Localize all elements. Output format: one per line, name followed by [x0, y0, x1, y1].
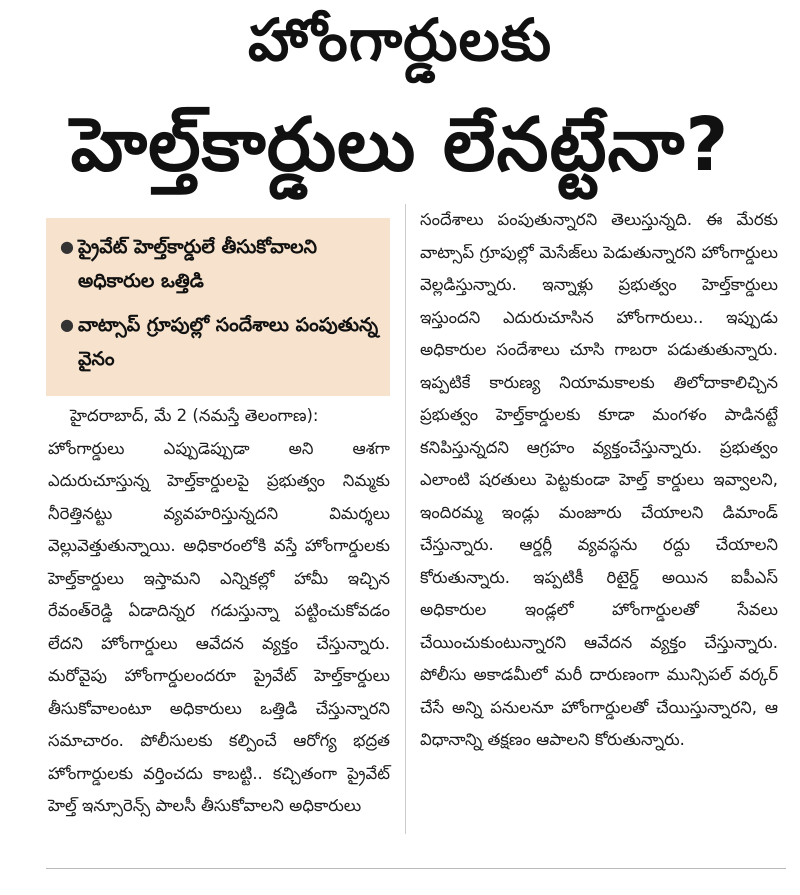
bullet-icon: ●: [60, 237, 74, 256]
article-body-left: హోంగార్డులు ఎప్పుడెప్పుడా అని ఆశగా ఎదురుచూస్తున్న హెల్త్‌కార్డులపై ప్రభుత్వం నిమ్మకు నీరెత్తినట్టు వ్యవహరిస్తున్నదని విమర్శలు వెల్లువెత్తుతున్నాయి. అధికారంలోకి వస్తే హోంగార్డులకు హెల్త్‌కార్డులు ఇస్తామని ఎన్నికల్లో హామీ ఇచ్చిన రేవంత్‌రెడ్డి ఏడాదిన్నర గడుస్తున్నా పట్టించుకోవడం లేదని హోంగార్డులు ఆవేదన వ్యక్తం చేస్తున్నారు. మరోవైపు హోంగార్డులందరూ ప్రైవేట్ హెల్త్‌కార్డులు తీసుకోవాలంటూ అధికారులు ఒత్తిడి చేస్తున్నారని సమాచారం. పోలీసులకు కల్పించే ఆరోగ్య భద్రత హోంగార్డులకు వర్తించదు కాబట్టి.. కచ్చితంగా ప్రైవేట్ హెల్త్ ఇన్సూరెన్స్ పాలసీ తీసుకోవాలని అధికారులు: [48, 438, 390, 815]
column-divider: [405, 204, 406, 834]
article-dateline: హైదరాబాద్, మే 2 (నమస్తే తెలంగాణ):: [70, 406, 319, 425]
headline-line-1: హోంగార్డులకు: [247, 6, 553, 74]
highlight-text: ప్రైవేట్ హెల్త్‌కార్డులే తీసుకోవాలని అధికారుల ఒత్తిడి: [78, 236, 317, 292]
highlight-text: వాట్సాప్ గ్రూపుల్లో సందేశాలు పంపుతున్న వైనం: [78, 314, 379, 370]
article-body-right: సందేశాలు పంపుతున్నారని తెలుస్తున్నది. ఈ మేరకు వాట్సాప్ గ్రూపుల్లో మెసేజ్‌లు పెడుతున్నారని హోంగార్డులు వెల్లడిస్తున్నారు. ఇన్నాళ్లు ప్రభుత్వం హెల్త్‌కార్డులు ఇస్తుందని ఎదురుచూసిన హోంగారులు.. ఇప్పుడు అధికారుల సందేశాలు చూసి గాబరా పడుతుతున్నారు. ఇప్పటికే కారుణ్య నియామకాలకు తిలోదాకాలిచ్చిన ప్రభుత్వం హెల్త్‌కార్డులకు కూడా మంగళం పాడినట్టే కనిపిస్తున్నదని ఆగ్రహం వ్యక్తంచేస్తున్నారు. ప్రభుత్వం ఎలాంటి షరతులు పెట్టకుండా హెల్త్ కార్డులు ఇవ్వాలని, ఇందిరమ్మ ఇండ్లు మంజూరు చేయాలని డిమాండ్ చేస్తున్నారు. ఆర్డర్లీ వ్యవస్థను రద్దు చేయాలని కోరుతున్నారు. ఇప్పటికీ రిటైర్డ్ అయిన ఐపీఎస్ అధికారుల ఇండ్లలో హోంగార్డులతో సేవలు చేయించుకుంటున్నారని ఆవేదన వ్యక్తం చేస్తున్నారు. పోలీసు అకాడమీలో మరీ దారుణంగా మున్సిపల్ వర్కర్ చేసే అన్ని పనులనూ హోంగార్డులతో చేయిస్తున్నారని, ఆ విధానాన్ని తక్షణం ఆపాలని కోరుతున్నారు.: [420, 210, 778, 749]
highlights-box: [46, 218, 390, 396]
article-column-right: [420, 204, 778, 757]
bullet-icon: ●: [60, 315, 74, 334]
bottom-rule: [46, 868, 786, 869]
article-column-left: [48, 400, 390, 823]
headline-line-2: హెల్త్‌కార్డులు లేనట్టేనా?: [70, 102, 730, 188]
highlight-item: [60, 308, 380, 376]
highlight-item: [60, 230, 380, 298]
